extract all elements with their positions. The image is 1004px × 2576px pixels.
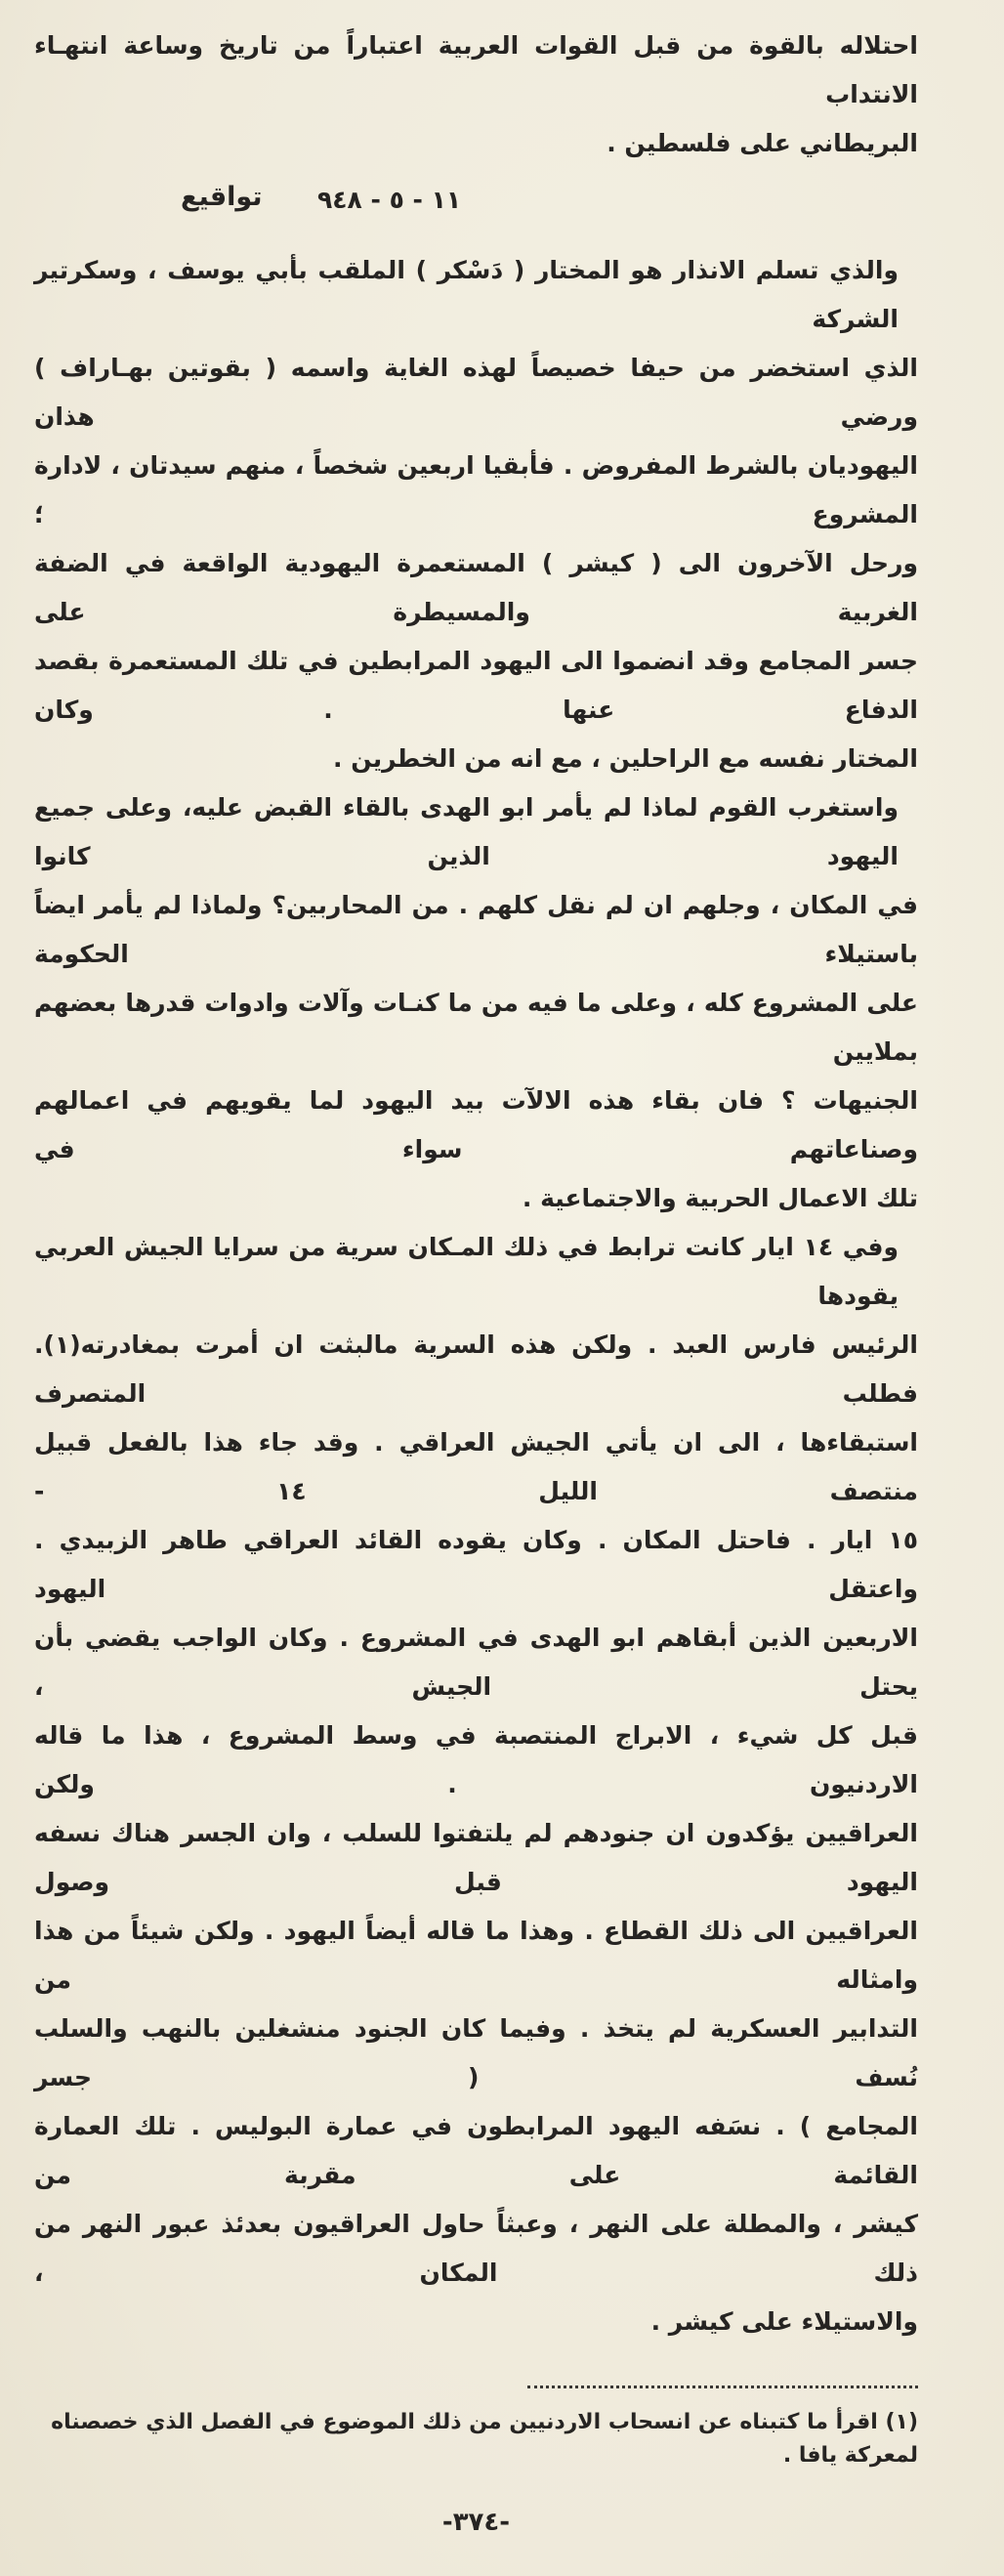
signatures-label: تواقيع bbox=[181, 182, 263, 212]
text-line: استبقاءها ، الى ان يأتي الجيش العراقي . وقد جاء هذا بالفعل قبيل منتصف الليل ١٤ - bbox=[34, 1428, 918, 1505]
text-line: البريطاني على فلسطين . bbox=[607, 129, 918, 157]
text-line: ورحل الآخرون الى ( كيشر ) المستعمرة اليهودية الواقعة في الضفة الغربية والمسيطرة على bbox=[34, 549, 918, 626]
text-line: والاستيلاء على كيشر . bbox=[650, 2307, 918, 2336]
text-line: الجنيهات ؟ فان بقاء هذه الالآت بيد اليهود لما يقويهم في اعمالهم وصناعاتهم سواء في bbox=[34, 1086, 918, 1163]
text-line: وفي ١٤ ايار كانت ترابط في ذلك المـكان سرية من سرايا الجيش العربي يقودها bbox=[34, 1233, 899, 1310]
signature-row bbox=[34, 168, 918, 246]
text-line: في المكان ، وجلهم ان لم نقل كلهم . من المحاربين؟ ولماذا لم يأمر ايضاً باستيلاء الحكومة bbox=[34, 891, 918, 968]
footnote: (١) اقرأ ما كتبناه عن انسحاب الاردنيين من ذلك الموضوع في الفصل الذي خصصناه لمعركة يافا . bbox=[51, 2410, 918, 2468]
body-text bbox=[34, 246, 918, 2346]
body-text-top bbox=[34, 21, 918, 168]
text-line: كيشر ، والمطلة على النهر ، وعبثاً حاول العراقيون بعدئذ عبور النهر من ذلك المكان ، bbox=[34, 2210, 918, 2287]
text-line: المجامع ) . نسَفه اليهود المرابطون في عمارة البوليس . تلك العمارة القائمة على مقربة من bbox=[34, 2112, 918, 2189]
footnote-divider bbox=[527, 2386, 918, 2388]
page-number: -٣٧٤- bbox=[441, 2508, 511, 2537]
text-line: قبل كل شيء ، الابراج المنتصبة في وسط المشروع ، هذا ما قاله الاردنيون . ولكن bbox=[34, 1721, 918, 1798]
text-line: الذي استخضر من حيفا خصيصاً لهذه الغاية واسمه ( بقوتين بهـاراف ) ورضي هذان bbox=[34, 354, 918, 431]
text-line: جسر المجامع وقد انضموا الى اليهود المرابطين في تلك المستعمرة بقصد الدفاع عنها . وكان bbox=[34, 647, 918, 724]
text-line: العراقيين يؤكدون ان جنودهم لم يلتفتوا للسلب ، وان الجسر هناك نسفه اليهود قبل وصول bbox=[34, 1819, 918, 1896]
text-line: ١٥ ايار . فاحتل المكان . وكان يقوده القائد العراقي طاهر الزبيدي . واعتقل اليهود bbox=[34, 1526, 918, 1603]
text-line: واستغرب القوم لماذا لم يأمر ابو الهدى بالقاء القبض عليه، وعلى جميع اليهود الذين كانوا bbox=[34, 793, 899, 870]
signature-date: ١١ - ٥ - ٩٤٨ bbox=[317, 186, 462, 214]
text-line: المختار نفسه مع الراحلين ، مع انه من الخطرين . bbox=[333, 744, 918, 773]
text-line: على المشروع كله ، وعلى ما فيه من ما كنـات وآلات وادوات قدرها بعضهم بملايين bbox=[34, 989, 918, 1066]
text-line: والذي تسلم الانذار هو المختار ( دَسْكر ) الملقب بأبي يوسف ، وسكرتير الشركة bbox=[34, 256, 899, 333]
text-line: الرئيس فارس العبد . ولكن هذه السرية مالبثت ان أمرت بمغادرته(١). فطلب المتصرف bbox=[34, 1330, 918, 1408]
text-line: الاربعين الذين أبقاهم ابو الهدى في المشروع . وكان الواجب يقضي بأن يحتل الجيش ، bbox=[34, 1624, 918, 1701]
text-line: احتلاله بالقوة من قبل القوات العربية اعتباراً من تاريخ وساعة انتهـاء الانتداب bbox=[34, 31, 918, 108]
text-line: العراقيين الى ذلك القطاع . وهذا ما قاله أيضاً اليهود . ولكن شيئاً من هذا وامثاله من bbox=[34, 1917, 918, 1994]
text-line: اليهوديان بالشرط المفروض . فأبقيا اربعين شخصاً ، منهم سيدتان ، لادارة المشروع ؛ bbox=[34, 451, 918, 528]
text-line: التدابير العسكرية لم يتخذ . وفيما كان الجنود منشغلين بالنهب والسلب نُسف ( جسر bbox=[34, 2014, 918, 2091]
text-line: تلك الاعمال الحربية والاجتماعية . bbox=[522, 1184, 918, 1212]
